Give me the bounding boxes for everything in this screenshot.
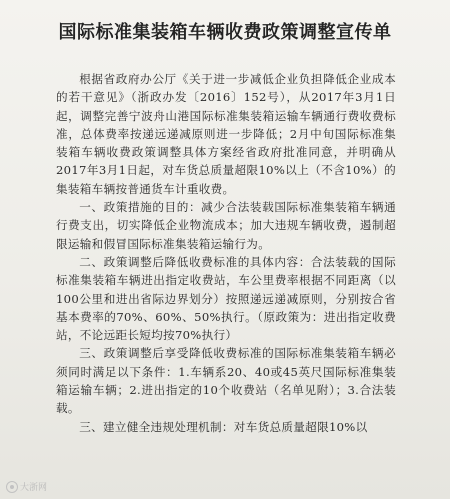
section-4-paragraph: 三、建立健全违规处理机制：对车货总质量超限10%以	[79, 419, 368, 434]
watermark-text: 大浙网	[20, 483, 48, 493]
document-body	[56, 70, 396, 436]
section-1-paragraph: 一、政策措施的目的：减少合法装载国际标准集装箱车辆通行费支出，切实降低企业物流成本；加大违规车辆收费，遏制超限运输和假冒国际标准集装箱运输行为。	[56, 200, 396, 251]
watermark-logo-icon	[6, 481, 18, 493]
section-2-paragraph: 二、政策调整后降低收费标准的具体内容：合法装载的国际标准集装箱车辆进出指定收费站，车公里费率根据不同距离（以100公里和进出省际边界划分）按照递远递减原则，分别按合省基本费率的70%、60%、50%执行。（原政策为：进出指定收费站，不论远距长短均按70%执行）	[56, 254, 396, 343]
watermark	[6, 480, 47, 493]
document-title: 国际标准集装箱车辆收费政策调整宣传单	[58, 22, 392, 43]
intro-paragraph: 根据省政府办公厅《关于进一步减低企业负担降低企业成本的若干意见》（浙政办发〔2016〕152号），从2017年3月1日起，调整完善宁波舟山港国际标准集装箱运输车辆通行费收费标准，总体费率按递远递减原则进一步降低；2月中旬国际标准集装箱车辆收费政策调整具体方案经省政府批准同意，并明确从2017年3月1日起，对车货总质量超限10%以上（不含10%）的集装箱车辆按普通货车计重收费。	[56, 72, 396, 196]
section-3-paragraph: 三、政策调整后享受降低收费标准的国际标准集装箱车辆必须同时满足以下条件：1.车辆系20、40或45英尺国际标准集装箱运输车辆；2.进出指定的10个收费站（名单见附）；3.合法装载。	[56, 346, 396, 416]
